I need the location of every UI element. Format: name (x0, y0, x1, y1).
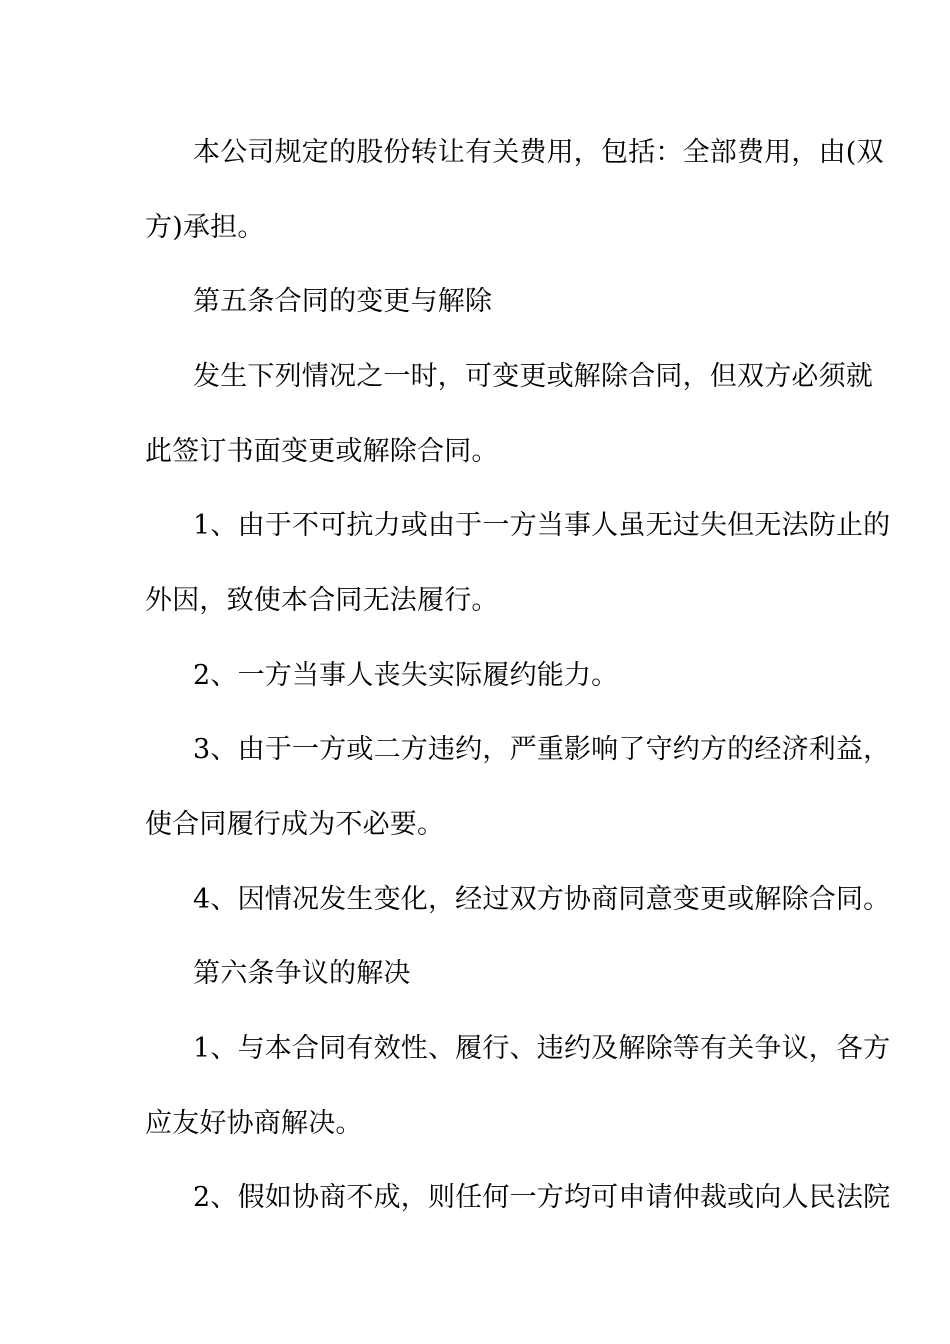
dispute-item-2-line-1: 2、假如协商不成，则任何一方均可申请仲裁或向人民法院 (193, 1182, 891, 1213)
clause-item-2: 2、一方当事人丧失实际履约能力。 (193, 660, 619, 691)
paragraph-3-line-2: 此签订书面变更或解除合同。 (145, 436, 499, 467)
clause-item-3-line-2: 使合同履行成为不必要。 (145, 809, 445, 840)
dispute-item-1-line-2: 应友好协商解决。 (145, 1108, 363, 1139)
paragraph-3-line-1: 发生下列情况之一时，可变更或解除合同，但双方必须就 (193, 361, 873, 392)
paragraph-1-line-2: 方)承担。 (145, 212, 265, 243)
clause-item-1-line-1: 1、由于不可抗力或由于一方当事人虽无过失但无法防止的 (193, 510, 891, 541)
clause-item-1-line-2: 外因，致使本合同无法履行。 (145, 585, 499, 616)
section-heading-6: 第六条争议的解决 (193, 958, 411, 989)
section-heading-5: 第五条合同的变更与解除 (193, 286, 493, 317)
clause-item-3-line-1: 3、由于一方或二方违约，严重影响了守约方的经济利益， (193, 734, 891, 765)
paragraph-1-line-1: 本公司规定的股份转让有关费用，包括：全部费用，由(双 (193, 137, 884, 168)
clause-item-4: 4、因情况发生变化，经过双方协商同意变更或解除合同。 (193, 884, 891, 915)
dispute-item-1-line-1: 1、与本合同有效性、履行、违约及解除等有关争议，各方 (193, 1033, 891, 1064)
